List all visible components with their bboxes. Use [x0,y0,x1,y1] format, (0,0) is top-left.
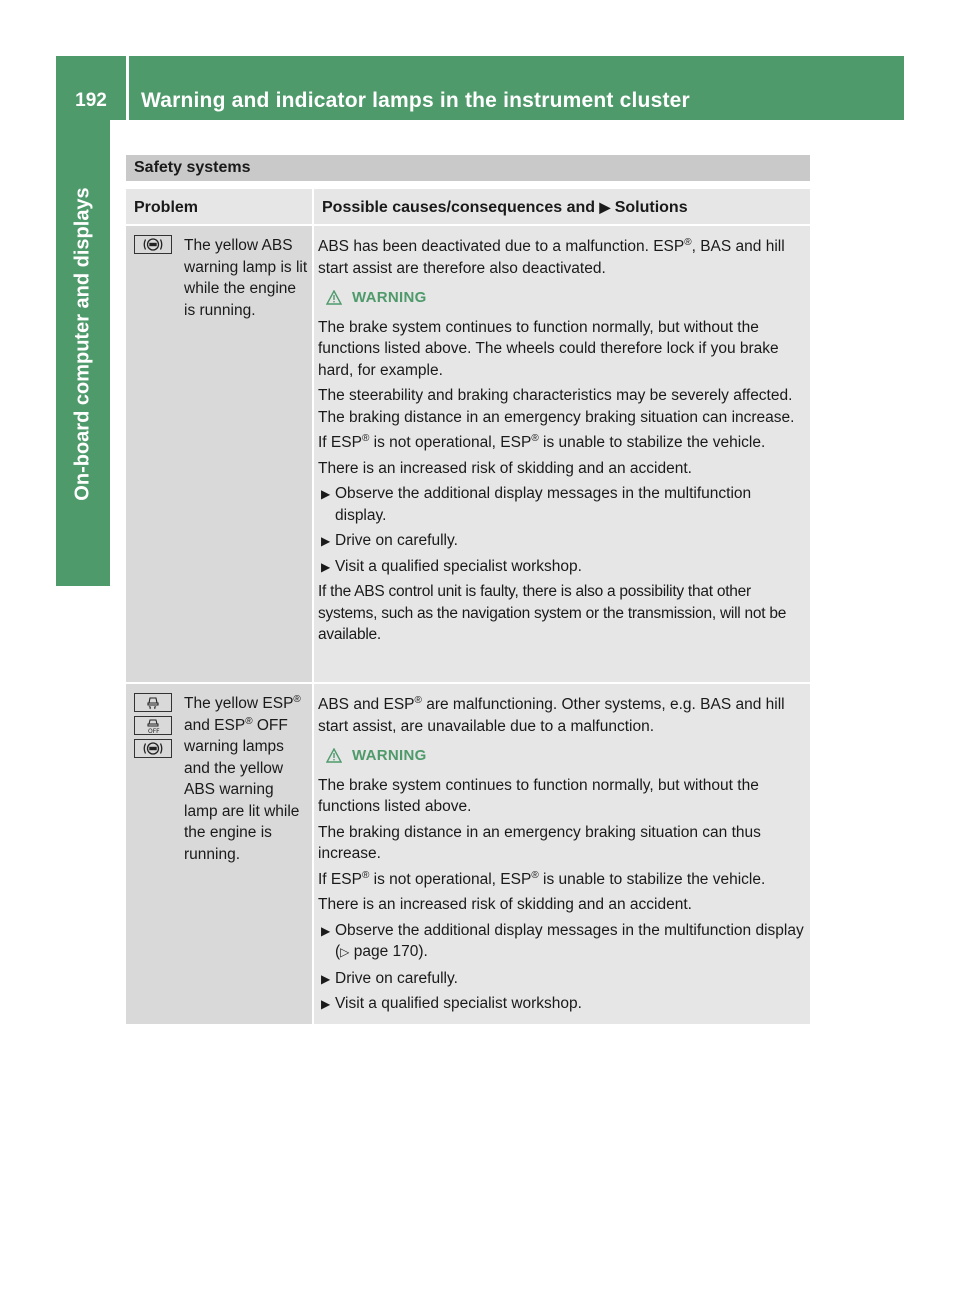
warning-triangle-icon [326,748,342,763]
abs-icon [134,739,172,758]
step-arrow-icon: ▶ [321,923,331,938]
step-item: ▶ Visit a qualified specialist workshop. [321,557,582,575]
step-arrow-icon: ▶ [321,487,331,501]
page-title: Warning and indicator lamps in the instrument cluster [141,89,690,112]
play-arrow-icon: ▶ [599,199,611,215]
intro-text-2: ABS and ESP® are malfunctioning. Other systems, e.g. BAS and hill start assist, are unavailable due to a malfunction. [318,694,785,735]
svg-text:OFF: OFF [148,727,160,734]
table-row-solution-1 [314,226,810,682]
step-item: ▶ Observe the additional display messages in the multifunction display (▷ page 170). [321,921,804,960]
note-paragraph-1: If the ABS control unit is faulty, there is also a possibility that other systems, such as the navigation system or the transmission, will not be available. [318,583,787,643]
risk-paragraph-1: There is an increased risk of skidding and an accident. [318,459,692,477]
warning-triangle-icon [326,290,342,305]
risk-paragraph-2: There is an increased risk of skidding and an accident. [318,896,692,913]
section-title: Safety systems [126,155,810,181]
step-item: ▶ Visit a qualified specialist workshop. [321,995,582,1012]
warning-paragraph: The brake system continues to function normally, but without the functions listed above. [318,776,759,815]
problem-text-1: The yellow ABS warning lamp is lit while the engine is running. [184,237,308,319]
step-arrow-icon: ▶ [321,534,331,548]
step-arrow-icon: ▶ [321,559,331,574]
esp-paragraph-1: If ESP® is not operational, ESP® is unable to stabilize the vehicle. [318,432,766,451]
step-item: ▶ Observe the additional display messages in the multifunction display. [321,485,752,524]
warning-paragraph: The steerability and braking characteristics may be severely affected. The braking distance in an emergency braking situation can increase. [318,387,795,426]
step-item: ▶ Drive on carefully. [321,969,458,987]
warning-heading-2: WARNING [326,745,804,767]
page-reference-link[interactable]: page 170 [353,943,419,960]
step-item: ▶ Drive on carefully. [321,532,458,549]
column-header-problem-label: Problem [134,199,199,216]
table-row-solution-2 [314,684,810,1024]
step-arrow-icon: ▶ [321,971,331,986]
esp-off-icon [134,716,172,735]
column-header-solutions-suffix: Solutions [614,199,688,216]
column-header-solutions-prefix: Possible causes/consequences and [322,199,596,216]
lamp-icons-1 [134,235,172,258]
warning-paragraph: The brake system continues to function normally, but without the functions listed above. The wheels could therefore lock if you brake hard, for example. [318,318,779,379]
column-header-solutions [314,189,810,224]
warning-paragraph: The braking distance in an emergency braking situation can thus increase. [318,823,761,862]
page-number: 192 [75,90,107,111]
step-arrow-icon: ▶ [321,997,331,1011]
problem-text-2: The yellow ESP® and ESP® OFF warning lamps and the yellow ABS warning lamp are lit while the engine is running. [184,693,301,863]
esp-icon [134,693,172,712]
table-row-problem-1 [126,226,312,682]
chapter-title: On-board computer and displays [71,187,94,501]
esp-paragraph-2: If ESP® is not operational, ESP® is unable to stabilize the vehicle. [318,869,766,888]
lamp-icons-2 [134,693,172,762]
column-header-problem [126,189,312,224]
intro-text-1: ABS has been deactivated due to a malfunction. ESP®, BAS and hill start assist are therefore also deactivated. [318,236,785,277]
header-divider [126,56,129,120]
abs-icon [134,235,172,254]
table-row-problem-2 [126,684,312,1024]
warning-heading-1: WARNING [326,287,804,309]
page-reference-icon: ▷ [340,945,350,959]
